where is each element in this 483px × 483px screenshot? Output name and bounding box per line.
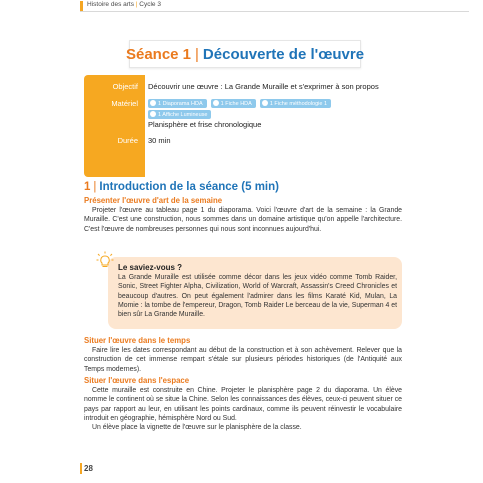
document-icon bbox=[150, 111, 156, 117]
duree-label: Durée bbox=[117, 136, 138, 145]
chip-affiche[interactable]: 1 Affiche Lumineuse bbox=[148, 110, 211, 119]
document-icon bbox=[213, 100, 219, 106]
header-cycle: Cycle 3 bbox=[139, 1, 161, 8]
seance-title-box bbox=[125, 40, 365, 68]
page-number-accent bbox=[80, 463, 82, 474]
temps-text: Faire lire les dates correspondant au début de la construction et à son achèvement. Relever que la construction de cet immense rempart s'étale sur plusieurs périodes historiques (de l'Antiquité aux Temps modernes). bbox=[84, 347, 402, 373]
seance-number: Séance 1 bbox=[125, 45, 192, 63]
duree-value: 30 min bbox=[148, 136, 171, 145]
page-number: 28 bbox=[84, 464, 93, 473]
materiel-extra: Planisphère et frise chronologique bbox=[148, 120, 262, 129]
section-number: 1 bbox=[84, 181, 91, 193]
section-title: Introduction de la séance (5 min) bbox=[99, 181, 279, 193]
seance-separator: | bbox=[195, 45, 199, 63]
document-icon bbox=[262, 100, 268, 106]
header-rule bbox=[80, 11, 469, 12]
did-you-know-text-block bbox=[118, 273, 397, 319]
present-text-block bbox=[84, 206, 402, 234]
present-heading: Présenter l'œuvre d'art de la semaine bbox=[84, 196, 223, 205]
espace-heading: Situer l'œuvre dans l'espace bbox=[84, 376, 190, 385]
objectif-text bbox=[148, 82, 379, 91]
materiel-label: Matériel bbox=[111, 99, 138, 108]
header-accent bbox=[80, 1, 83, 11]
present-text: Projeter l'œuvre au tableau page 1 du diaporama. Voici l'œuvre d'art de la semaine : la Grande Muraille. C'est une construction, nous sommes dans un domaine artistique qu'on appelle l'architecture. C'est l'œuvre de nombreuses personnes qui nous sont inconnues aujourd'hui. bbox=[84, 207, 402, 233]
did-you-know-title: Le saviez-vous ? bbox=[118, 263, 183, 272]
header-separator: | bbox=[135, 1, 138, 8]
temps-heading: Situer l'œuvre dans le temps bbox=[84, 336, 191, 345]
did-you-know-text: La Grande Muraille est utilisée comme décor dans les jeux vidéo comme Tomb Raider, Sonic, Street Fighter Alpha, Civilization, World of Warcraft, Assassin's Creed Chronicles et beaucoup d'autres. On peut également l'admirer dans les films Karaté Kid, Mulan, La Momie : la tombe de l'empereur, Dragon, Tomb Raider Le berceau de la vie, Superman 4 et bien sûr La Grande Muraille. bbox=[118, 274, 397, 319]
document-icon bbox=[150, 100, 156, 106]
section-separator: | bbox=[93, 181, 97, 193]
espace-text-2: Un élève place la vignette de l'œuvre sur le planisphère de la classe. bbox=[92, 424, 302, 432]
lightbulb-icon bbox=[96, 251, 114, 269]
running-header bbox=[87, 1, 161, 8]
seance-title: Découverte de l'œuvre bbox=[202, 45, 365, 63]
objectif-value: Découvrir une œuvre : La Grande Muraille et s'exprimer à son propos bbox=[148, 82, 379, 91]
materiel-chips-row1 bbox=[148, 98, 335, 108]
espace-text-block bbox=[84, 386, 402, 432]
section-heading bbox=[84, 181, 279, 193]
objectif-label: Objectif bbox=[112, 82, 138, 91]
temps-text-block bbox=[84, 346, 402, 374]
header-title: Histoire des arts bbox=[87, 1, 134, 8]
materiel-chips-row2 bbox=[148, 109, 215, 119]
chip-diaporama[interactable]: 1 Diaporama HDA bbox=[148, 99, 207, 108]
chip-fiche-methodologie[interactable]: 1 Fiche méthodologie 1 bbox=[260, 99, 331, 108]
chip-fiche-hda[interactable]: 1 Fiche HDA bbox=[211, 99, 256, 108]
espace-text-1: Cette muraille est construite en Chine. Projeter le planisphère page 2 du diaporama. Un élève nomme le continent où se situe la Chine. Selon les connaissances des élèves, ceux-ci peuvent situer ce pays par rapport au leur, en utilisant les points cardinaux, comme ils peuvent réinvestir le vocabulaire introduit en géographie, hémisphère Nord ou Sud. bbox=[84, 387, 402, 422]
